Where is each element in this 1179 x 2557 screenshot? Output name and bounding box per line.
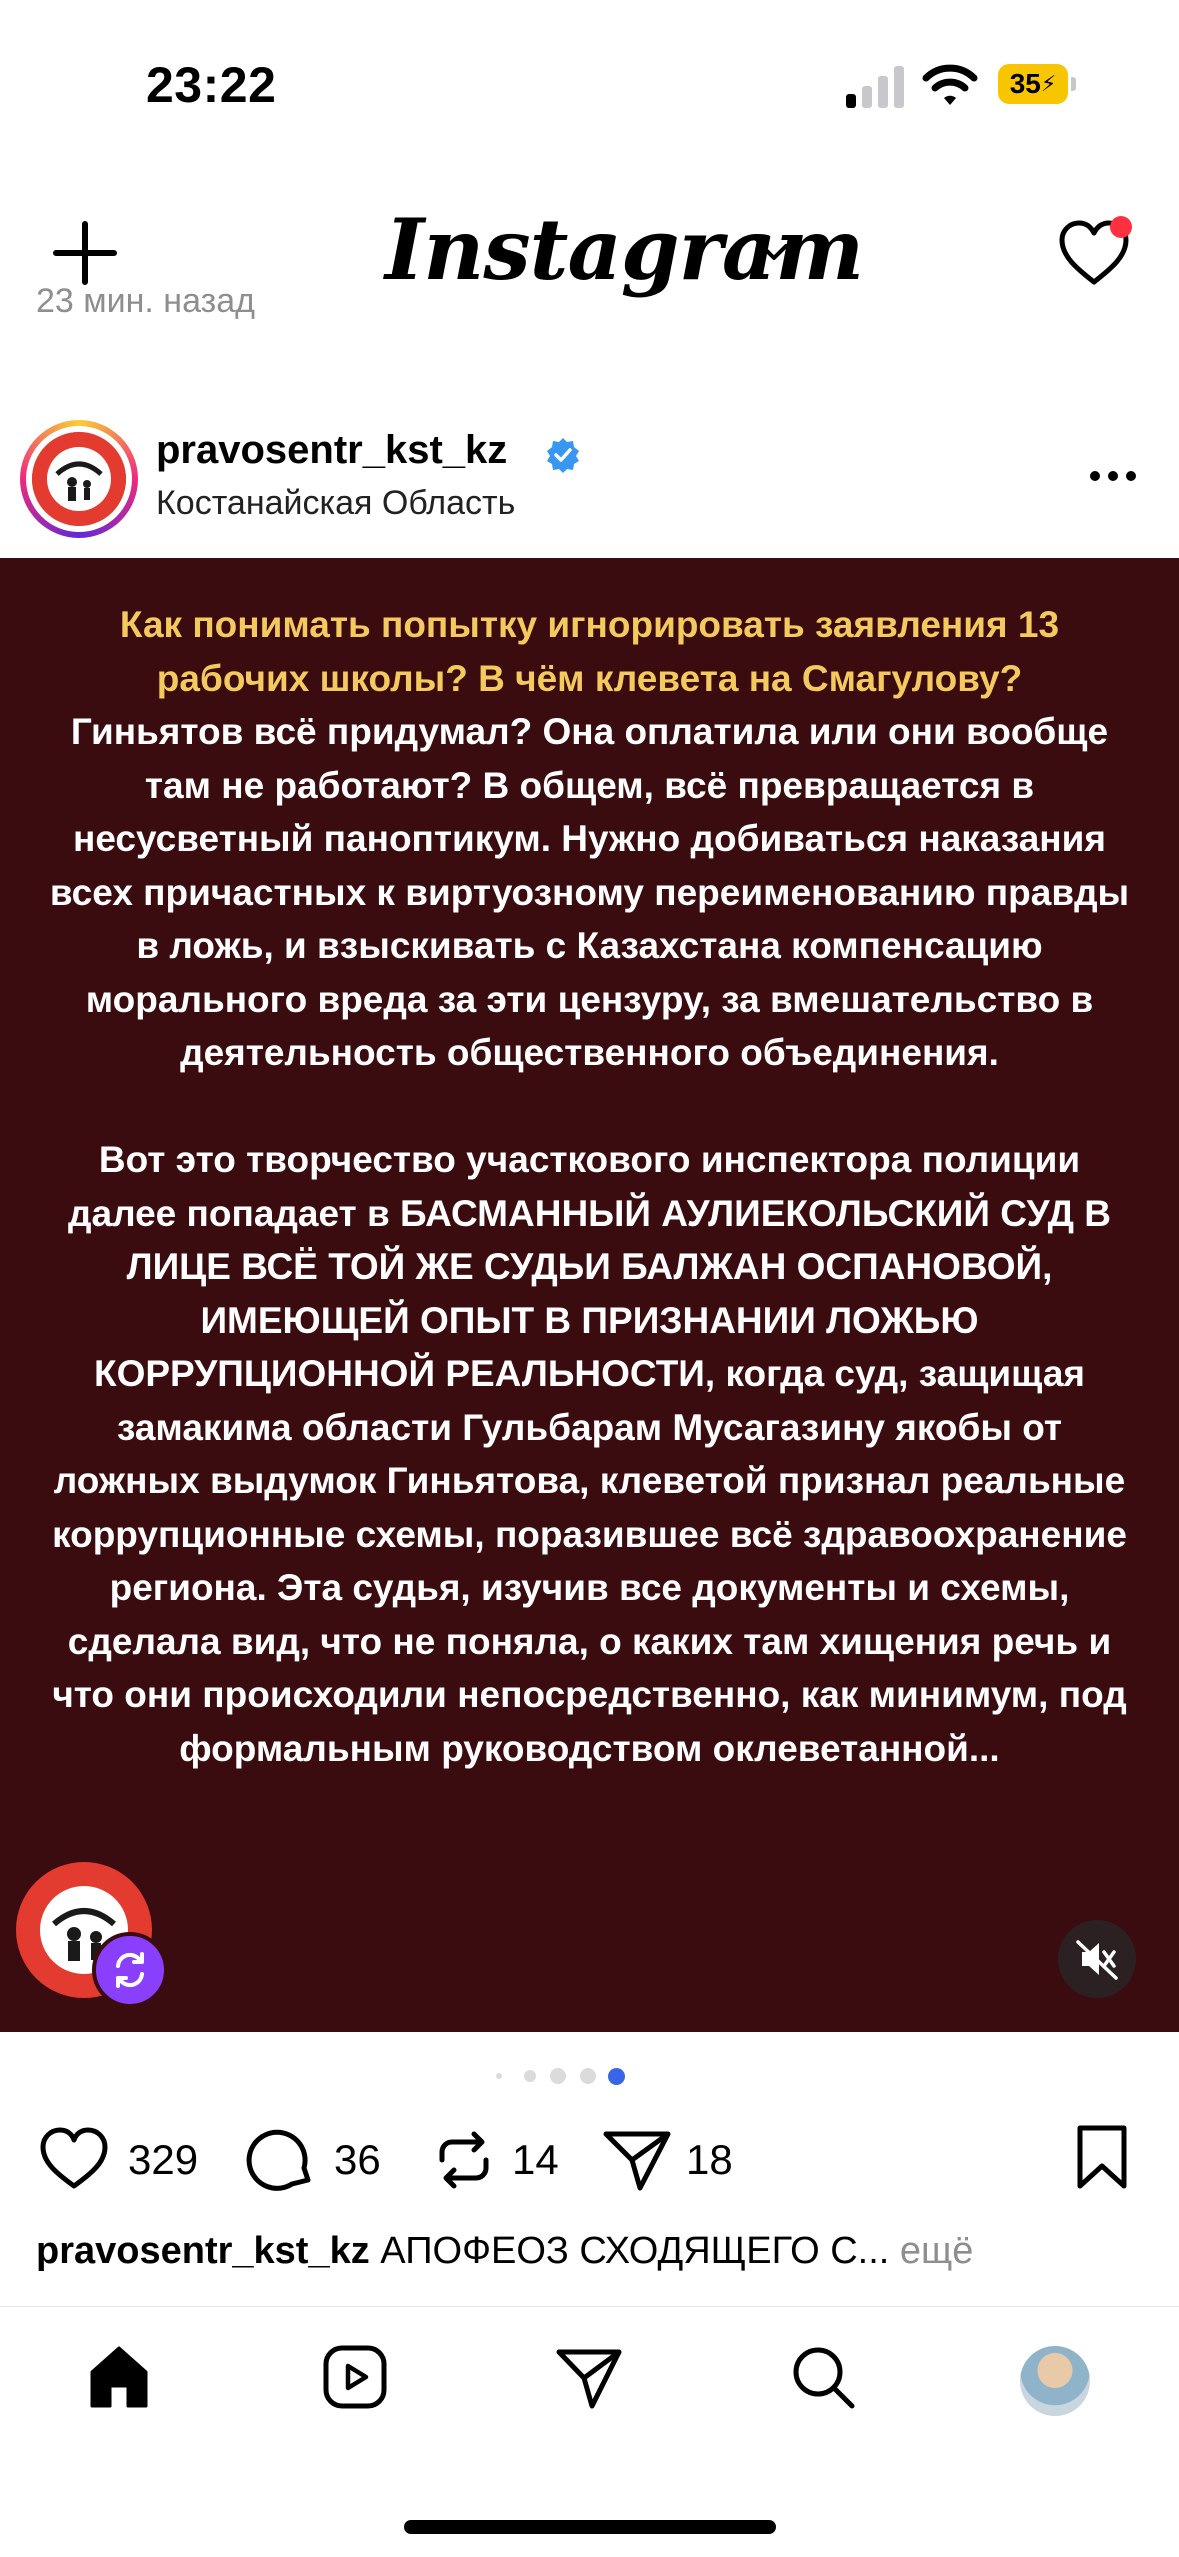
home-icon[interactable] <box>84 2342 154 2412</box>
caption-username[interactable]: pravosentr_kst_kz <box>36 2230 370 2272</box>
like-count[interactable]: 329 <box>128 2136 199 2183</box>
caption-text: АПОФЕОЗ СХОДЯЩЕГО С... <box>380 2230 890 2272</box>
carousel-dot <box>496 2073 502 2079</box>
notification-dot <box>1110 216 1132 238</box>
share-count[interactable]: 18 <box>686 2136 733 2183</box>
status-time: 23:22 <box>146 57 277 113</box>
direct-icon[interactable] <box>554 2342 624 2412</box>
repost-badge-icon <box>92 1932 168 2008</box>
post-image-text <box>40 598 1139 1775</box>
repost-button[interactable] <box>430 2126 498 2194</box>
carousel-dot <box>580 2068 596 2084</box>
author-avatar[interactable] <box>20 420 138 538</box>
share-button[interactable] <box>602 2126 672 2194</box>
bookmark-button[interactable] <box>1074 2124 1130 2192</box>
battery-level: 35 <box>1009 68 1041 99</box>
carousel-dot-active <box>608 2068 625 2085</box>
post-text-highlight: Как понимать попытку игнорировать заявления 13 рабочих школы? В чём клевета на Смагулову? <box>119 604 1070 699</box>
muted-speaker-icon[interactable] <box>1058 1920 1136 1998</box>
organization-logo <box>32 432 126 526</box>
comment-button[interactable] <box>248 2126 316 2194</box>
post-caption[interactable] <box>36 2230 1146 2273</box>
carousel-dot <box>524 2070 536 2082</box>
comment-count[interactable]: 36 <box>334 2136 381 2183</box>
carousel-dot <box>550 2068 566 2084</box>
instagram-logo[interactable]: Instagram <box>385 200 864 299</box>
reels-icon[interactable] <box>320 2342 390 2412</box>
battery-icon: 35 ⚡ <box>998 64 1078 104</box>
chevron-down-icon[interactable] <box>758 240 790 264</box>
post-text-body: Гиньятов всё придумал? Она оплатила или они вообще там не работают? В общем, всё превращается в несусветный паноптикум. Нужно добиваться наказания всех причастных к виртуозному переименованию правды в ложь, и взыскивать с Казахстана компенсацию морального вреда за эти цензуру, за вмешательство в деятельность общественного объединения. Вот это творчество участкового инспектора полиции далее попадает в БАСМАННЫЙ АУЛИЕКОЛЬСКИЙ СУД В ЛИЦЕ ВСЁ ТОЙ ЖЕ СУДЬИ БАЛЖАН ОСПАНОВОЙ, ИМЕЮЩЕЙ ОПЫТ В ПРИЗНАНИИ ЛОЖЬЮ КОРРУПЦИОННОЙ РЕАЛЬНОСТИ, когда суд, защищая замакима области Гульбарам Мусагазину якобы от ложных выдумок Гиньятова, клеветой признал реальные коррупционные схемы, поразившее всё здравоохранение региона. Эта судья, изучив все документы и схемы, сделала вид, что не поняла, о каких там хищения речь и что они происходили непосредственно, как минимум, под формальным руководством оклеветанной... <box>49 711 1130 1769</box>
profile-avatar[interactable] <box>1020 2346 1090 2416</box>
post-location[interactable]: Костанайская Область <box>156 484 516 522</box>
wifi-icon <box>922 62 978 108</box>
home-indicator <box>404 2520 776 2534</box>
more-options-icon[interactable] <box>1088 466 1138 486</box>
previous-post-time: 23 мин. назад <box>36 282 255 320</box>
plus-icon[interactable] <box>52 220 118 286</box>
author-username[interactable]: pravosentr_kst_kz <box>156 428 508 472</box>
caption-more-link[interactable]: ещё <box>899 2230 974 2272</box>
post-image[interactable] <box>0 558 1179 2032</box>
cellular-signal-icon <box>846 66 904 108</box>
like-button[interactable] <box>38 2126 110 2192</box>
search-icon[interactable] <box>788 2342 858 2412</box>
verified-badge-icon <box>544 436 582 474</box>
repost-count[interactable]: 14 <box>512 2136 559 2183</box>
